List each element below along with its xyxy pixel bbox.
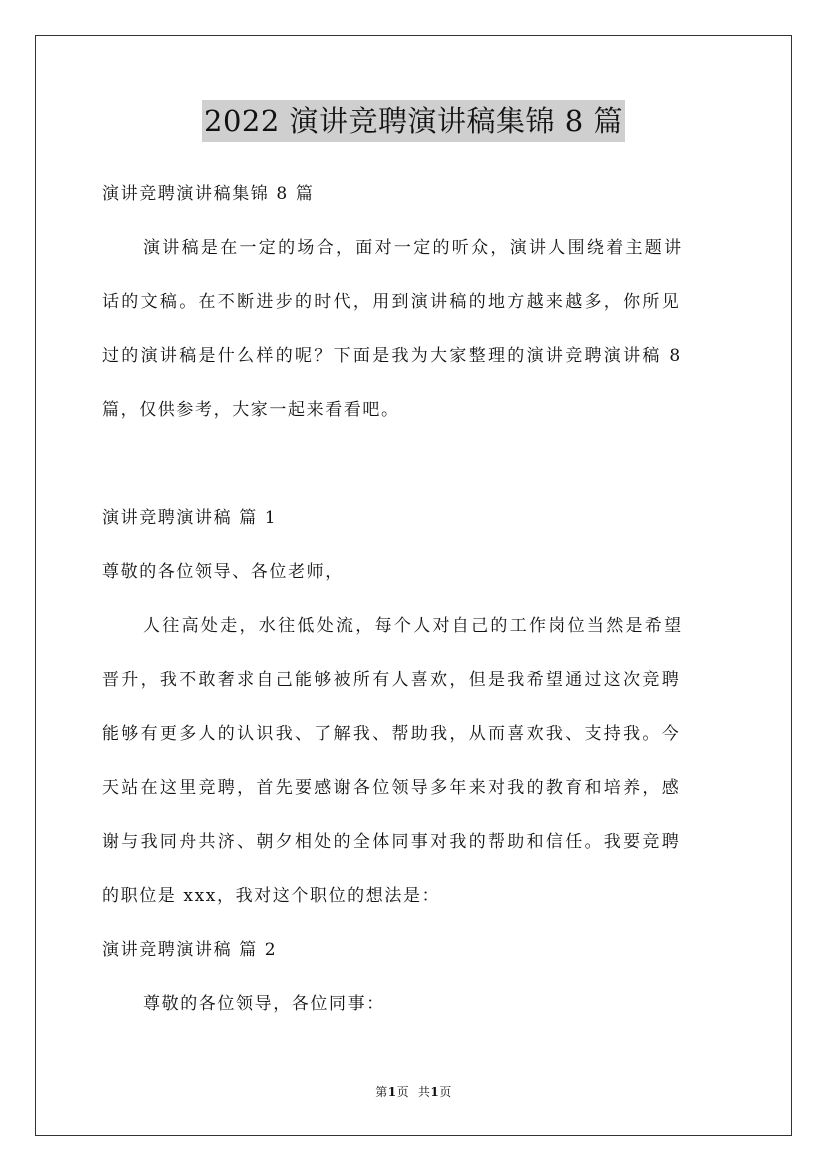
section-1-line-4: 天站在这里竞聘，首先要感谢各位领导多年来对我的教育和培养，感: [102, 778, 681, 798]
intro-line-2: 话的文稿。在不断进步的时代，用到演讲稿的地方越来越多，你所见: [102, 292, 681, 312]
section-1-line-6: 的职位是 xxx，我对这个职位的想法是：: [102, 886, 441, 906]
total-unit: 页: [439, 1085, 452, 1099]
intro-line-4: 篇，仅供参考，大家一起来看看吧。: [102, 400, 400, 420]
page-footer: [0, 1084, 827, 1100]
total-pages: 1: [430, 1085, 440, 1099]
page-prefix: 第: [375, 1085, 388, 1099]
section-1-salutation: 尊敬的各位领导、各位老师，: [102, 562, 344, 582]
page-unit: 页: [396, 1085, 410, 1099]
section-1-line-5: 谢与我同舟共济、朝夕相处的全体同事对我的帮助和信任。我要竞聘: [102, 832, 681, 852]
section-1-heading: 演讲竞聘演讲稿 篇 1: [102, 508, 278, 528]
total-prefix: 共: [417, 1085, 431, 1099]
document-subtitle: 演讲竞聘演讲稿集锦 8 篇: [102, 184, 315, 204]
section-1-line-2: 晋升，我不敢奢求自己能够被所有人喜欢，但是我希望通过这次竞聘: [102, 670, 681, 690]
intro-line-3: 过的演讲稿是什么样的呢？下面是我为大家整理的演讲竞聘演讲稿 8: [102, 346, 683, 366]
section-2-salutation: 尊敬的各位领导，各位同事：: [143, 994, 385, 1014]
title-container: [0, 100, 827, 142]
section-1-line-1: 人往高处走，水往低处流，每个人对自己的工作岗位当然是希望: [143, 616, 684, 636]
page-number: 1: [387, 1085, 397, 1099]
section-1-line-3: 能够有更多人的认识我、了解我、帮助我，从而喜欢我、支持我。今: [102, 724, 681, 744]
section-2-heading: 演讲竞聘演讲稿 篇 2: [102, 940, 278, 960]
document-title: 2022 演讲竞聘演讲稿集锦 8 篇: [202, 100, 625, 142]
intro-line-1: 演讲稿是在一定的场合，面对一定的听众，演讲人围绕着主题讲: [143, 238, 684, 258]
